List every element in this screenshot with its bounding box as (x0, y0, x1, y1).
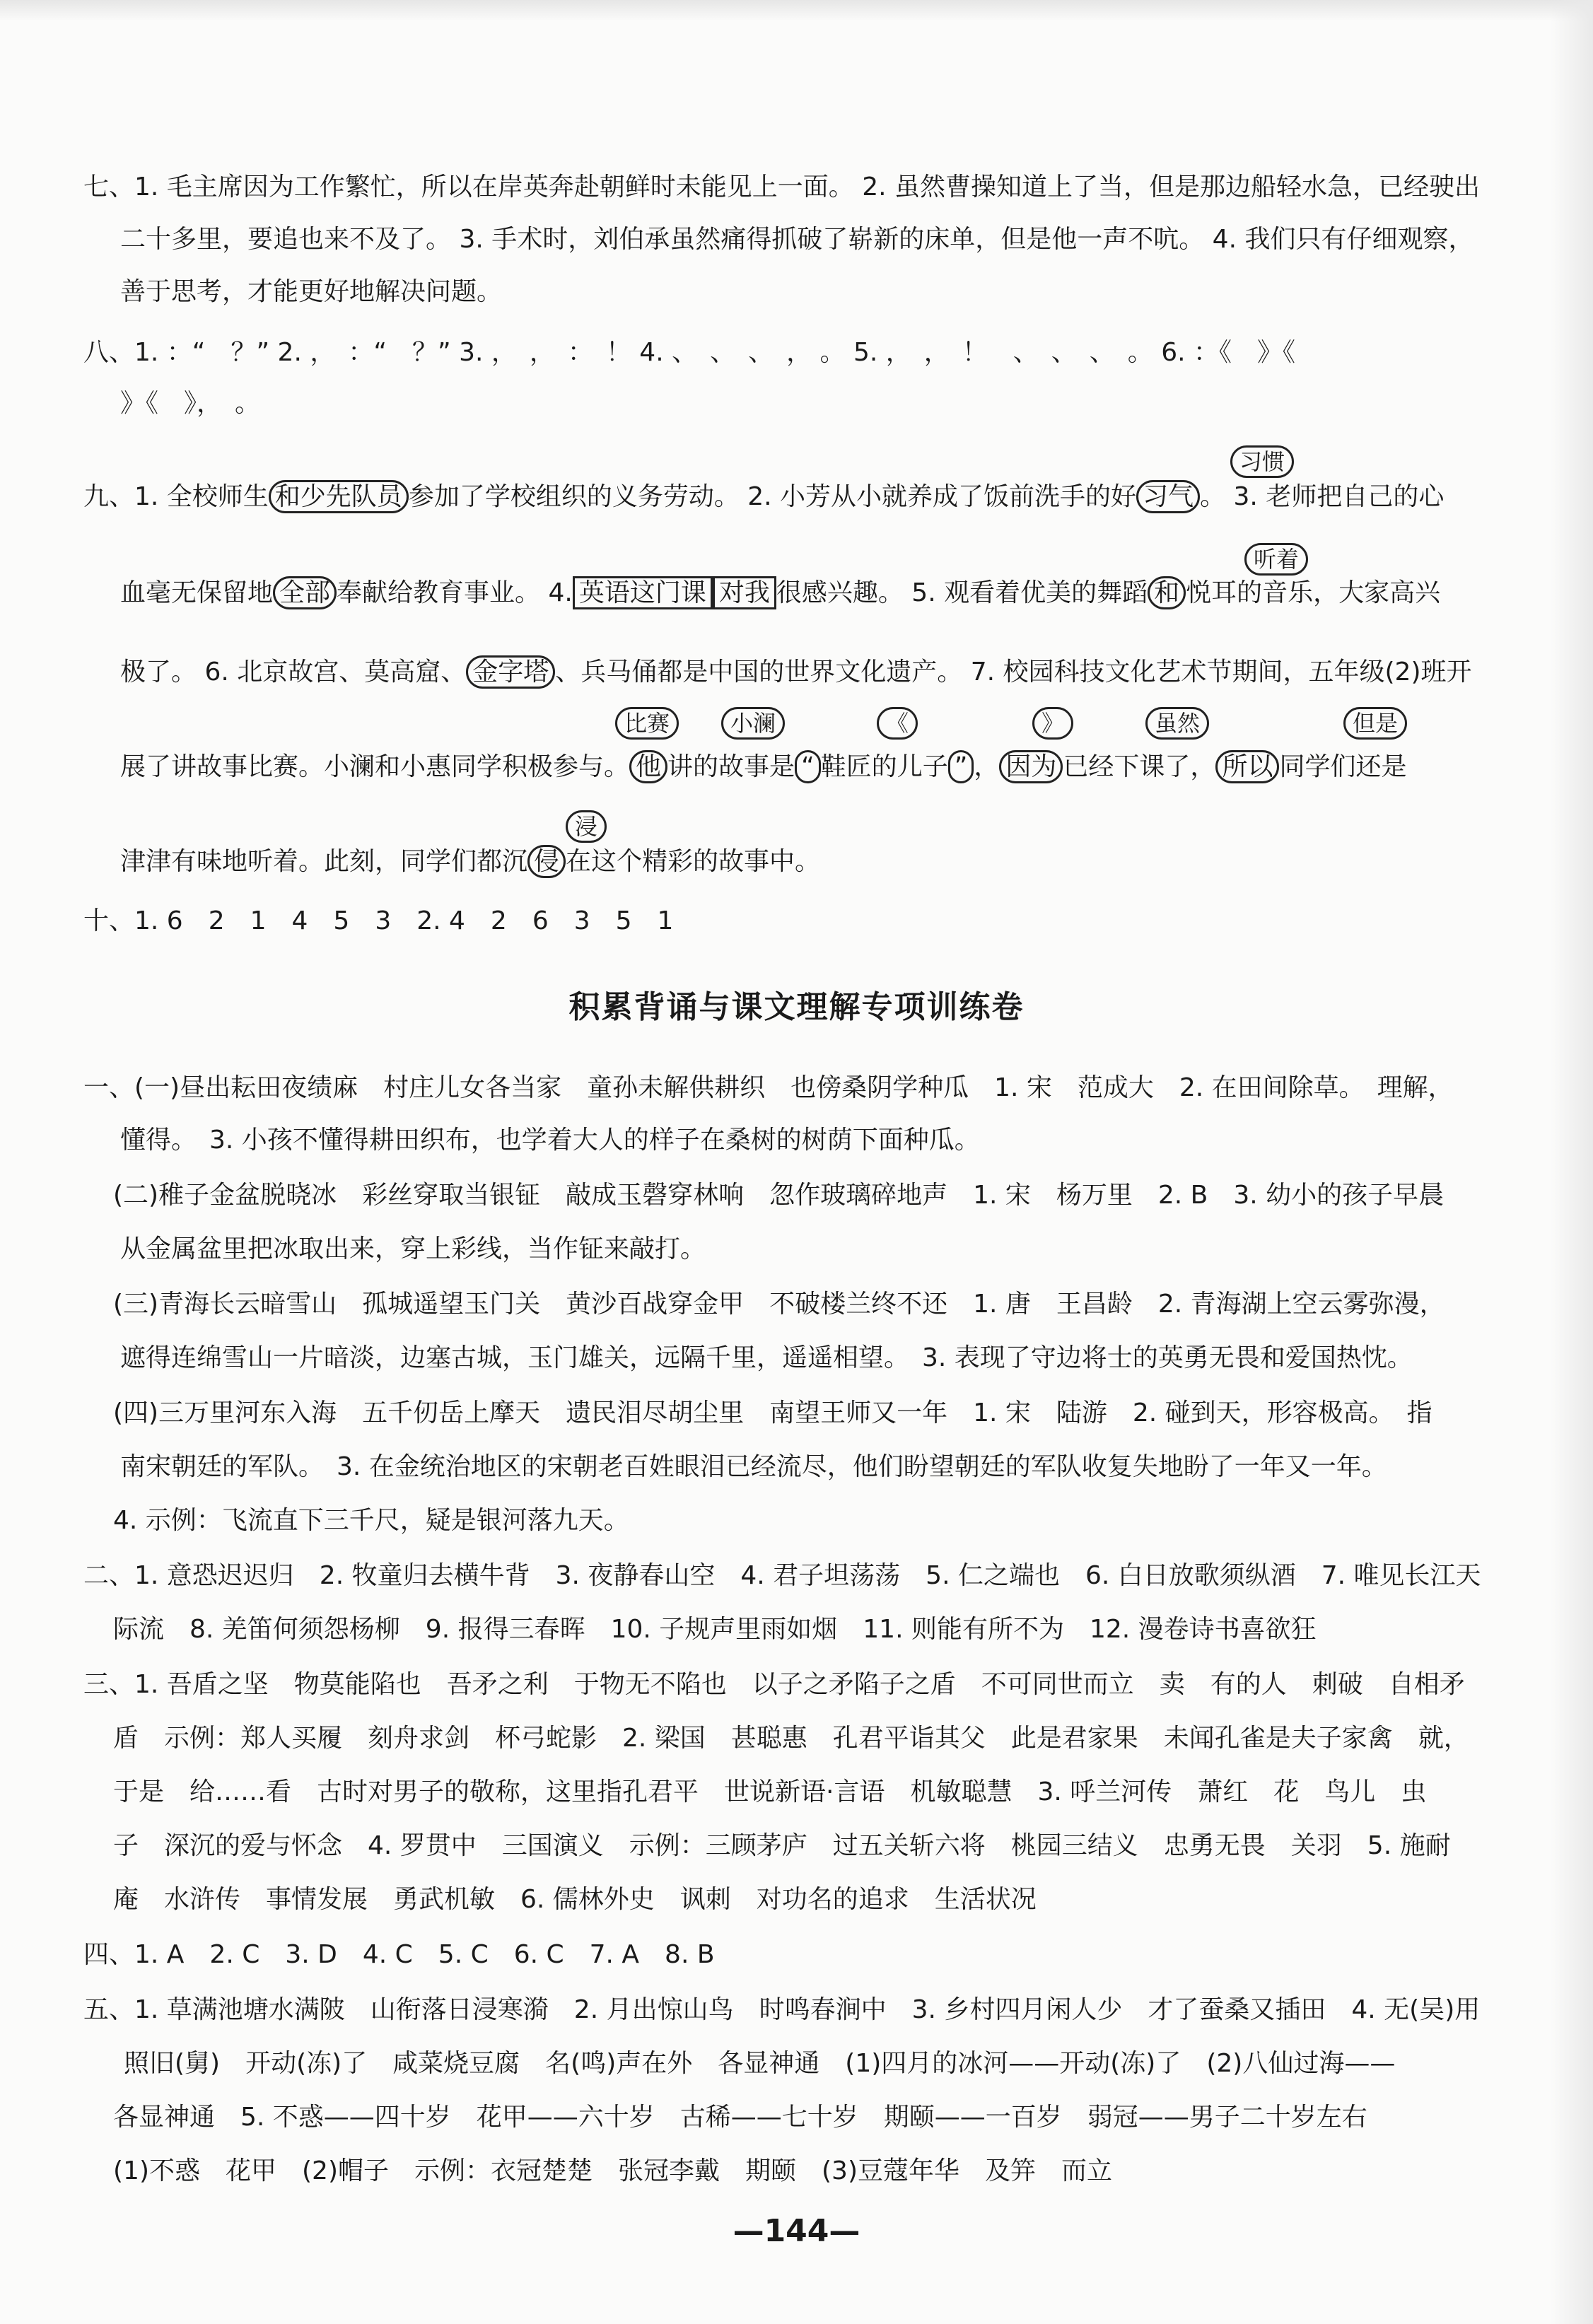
scan-shadow-top (0, 0, 1593, 21)
part-3-line: 三、1. 吾盾之坚 物莫能陷也 吾矛之利 于物无不陷也 以子之矛陷子之盾 不可同世而立 卖 有的人 刺破 自相矛 (83, 1670, 1465, 1699)
part-5-line: 各显神通 5. 不惑——四十岁 花甲——六十岁 古稀——七十岁 期颐——一百岁 弱冠——男子二十岁左右 (113, 2103, 1367, 2132)
part-1-line: 懂得。 3. 小孩不懂得耕田织布，也学着大人的样子在桑树的树荫下面种瓜。 (120, 1126, 980, 1155)
page-number: —144— (733, 2213, 860, 2249)
annotation-quote-left: 《 (877, 707, 918, 740)
part-1-line: (三)青海长云暗雪山 孤城遥望玉门关 黄沙百战穿金甲 不破楼兰终不还 1. 唐 王昌龄 2. 青海湖上空云雾弥漫， (113, 1290, 1445, 1319)
circled-text: 因为 (999, 750, 1063, 783)
circled-text: “ (795, 750, 821, 783)
part-3-line: 庵 水浒传 事情发展 勇武机敏 6. 儒林外史 讽刺 对功名的追求 生活状况 (113, 1885, 1037, 1914)
section-7-line-2: 二十多里，要追也来不及了。 3. 手术时，刘伯承虽然痛得抓破了崭新的床单，但是他一声不吭。 4. 我们只有仔细观察， (120, 225, 1474, 254)
scan-shadow-right (1551, 0, 1593, 2324)
part-4: 四、1. A 2. C 3. D 4. C 5. C 6. C 7. A 8. B (83, 1940, 715, 1969)
part-3-line: 于是 给……看 古时对男子的敬称，这里指孔君平 世说新语·言语 机敏聪慧 3. 呼兰河传 萧红 花 鸟儿 虫 (113, 1777, 1427, 1806)
circled-text: 和 (1148, 576, 1186, 609)
annotation-bisai: 比赛 (615, 707, 679, 740)
part-3-line: 子 深沉的爱与怀念 4. 罗贯中 三国演义 示例：三顾茅庐 过五关斩六将 桃园三结义 忠勇无畏 关羽 5. 施耐 (113, 1831, 1451, 1860)
part-1-line: (二)稚子金盆脱晓冰 彩丝穿取当银钲 敲成玉磬穿林响 忽作玻璃碎地声 1. 宋 杨万里 2. B 3. 幼小的孩子早晨 (113, 1181, 1445, 1210)
part-1-line: 南宋朝廷的军队。 3. 在金统治地区的宋朝老百姓眼泪已经流尽，他们盼望朝廷的军队收复失地盼了一年又一年。 (120, 1452, 1387, 1481)
part-1-line: (四)三万里河东入海 五千仞岳上摩天 遗民泪尽胡尘里 南望王师又一年 1. 宋 陆游 2. 碰到天，形容极高。 指 (113, 1399, 1432, 1427)
section-8-line-1: 八、1. ：“ ？” 2. ， ：“ ？” 3. ， ， ： ！ 4. 、 、 、 ， 。 5. ， ， ！ 、 、 、 。 6. ：《 》《 (83, 338, 1296, 367)
section-7-line-3: 善于思考，才能更好地解决问题。 (120, 277, 503, 306)
part-1-line: 遮得连绵雪山一片暗淡，边塞古城，玉门雄关，远隔千里，遥遥相望。 3. 表现了守边将士的英勇无畏和爱国热忱。 (120, 1343, 1413, 1372)
circled-text: ” (948, 750, 974, 783)
section-9-line-2: 血毫无保留地 全部 奉献给教育事业。 4. 英语这门课 对我 很感兴趣。 5. 观看着优美的舞蹈 和 悦耳的音乐，大家高兴 (120, 577, 1440, 609)
circled-text: 习气 (1136, 480, 1200, 513)
section-10: 十、1. 6 2 1 4 5 3 2. 4 2 6 3 5 1 (83, 906, 674, 935)
annotation-tingzhe: 听着 (1244, 543, 1308, 576)
section-9-line-4: 展了讲故事比赛。小澜和小惠同学积极参与。 他 讲的故事是 “ 鞋匠的儿子 ” ， 因为 已经下课了， 所以 同学们还是 (120, 751, 1406, 783)
section-9-line-1: 九、1. 全校师生 和少先队员 参加了学校组织的义务劳动。 2. 小芳从小就养成了饭前洗手的好 习气 。 3. 老师把自己的心 (83, 481, 1444, 513)
annotation-xiguan: 习惯 (1230, 445, 1294, 478)
section-8-line-2: 》《 》， 。 (120, 389, 261, 418)
part-2-line: 二、1. 意恐迟迟归 2. 牧童归去横牛背 3. 夜静春山空 4. 君子坦荡荡 5. 仁之端也 6. 白日放歌须纵酒 7. 唯见长江天 (83, 1561, 1481, 1590)
circled-text: 他 (629, 750, 667, 783)
part-3-line: 盾 示例：郑人买履 刻舟求剑 杯弓蛇影 2. 梁国 甚聪惠 孔君平诣其父 此是君家果 未闻孔雀是夫子家禽 就， (113, 1724, 1469, 1753)
annotation-jin: 浸 (566, 810, 607, 843)
part-1-line: 4. 示例：飞流直下三千尺，疑是银河落九天。 (113, 1506, 629, 1535)
section-9-line-3: 极了。 6. 北京故宫、莫高窟、 金字塔 、兵马俑都是中国的世界文化遗产。 7. 校园科技文化艺术节期间，五年级(2)班开 (120, 656, 1472, 689)
circled-text: 所以 (1215, 750, 1279, 783)
circled-text: 和少先队员 (269, 480, 409, 513)
boxed-text: 对我 (713, 576, 776, 609)
part-5-line: 照旧(舅) 开动(冻)了 咸菜烧豆腐 名(鸣)声在外 各显神通 (1)四月的冰河——开动(冻)了 (2)八仙过海—— (124, 2049, 1396, 2078)
part-5-line: (1)不惑 花甲 (2)帽子 示例：衣冠楚楚 张冠李戴 期颐 (3)豆蔻年华 及笄 而立 (113, 2156, 1112, 2185)
annotation-xiaolan: 小澜 (721, 707, 785, 740)
page-title: 积累背诵与课文理解专项训练卷 (568, 989, 1025, 1025)
annotation-suiran: 虽然 (1145, 707, 1209, 740)
part-1-line: 一、(一)昼出耘田夜绩麻 村庄儿女各当家 童孙未解供耕织 也傍桑阴学种瓜 1. 宋 范成大 2. 在田间除草。 理解， (83, 1073, 1454, 1102)
part-1-line: 从金属盆里把冰取出来，穿上彩线，当作钲来敲打。 (120, 1234, 706, 1263)
annotation-danshi: 但是 (1343, 707, 1407, 740)
section-7-line-1: 七、1. 毛主席因为工作繁忙，所以在岸英奔赴朝鲜时未能见上一面。 2. 虽然曹操知道上了当，但是那边船轻水急，已经驶出 (83, 173, 1481, 202)
annotation-quote-right: 》 (1032, 707, 1073, 740)
part-5-line: 五、1. 草满池塘水满陂 山衔落日浸寒漪 2. 月出惊山鸟 时鸣春涧中 3. 乡村四月闲人少 才了蚕桑又插田 4. 无(吴)用 (83, 1995, 1481, 2024)
section-9-line-5: 津津有味地听着。此刻，同学们都沉 侵 在这个精彩的故事中。 (120, 846, 820, 878)
circled-text: 侵 (527, 845, 566, 878)
circled-text: 金字塔 (466, 655, 555, 689)
part-2-line: 际流 8. 羌笛何须怨杨柳 9. 报得三春晖 10. 子规声里雨如烟 11. 则能有所不为 12. 漫卷诗书喜欲狂 (113, 1615, 1317, 1644)
circled-text: 全部 (273, 576, 337, 609)
boxed-text: 英语这门课 (573, 576, 713, 609)
